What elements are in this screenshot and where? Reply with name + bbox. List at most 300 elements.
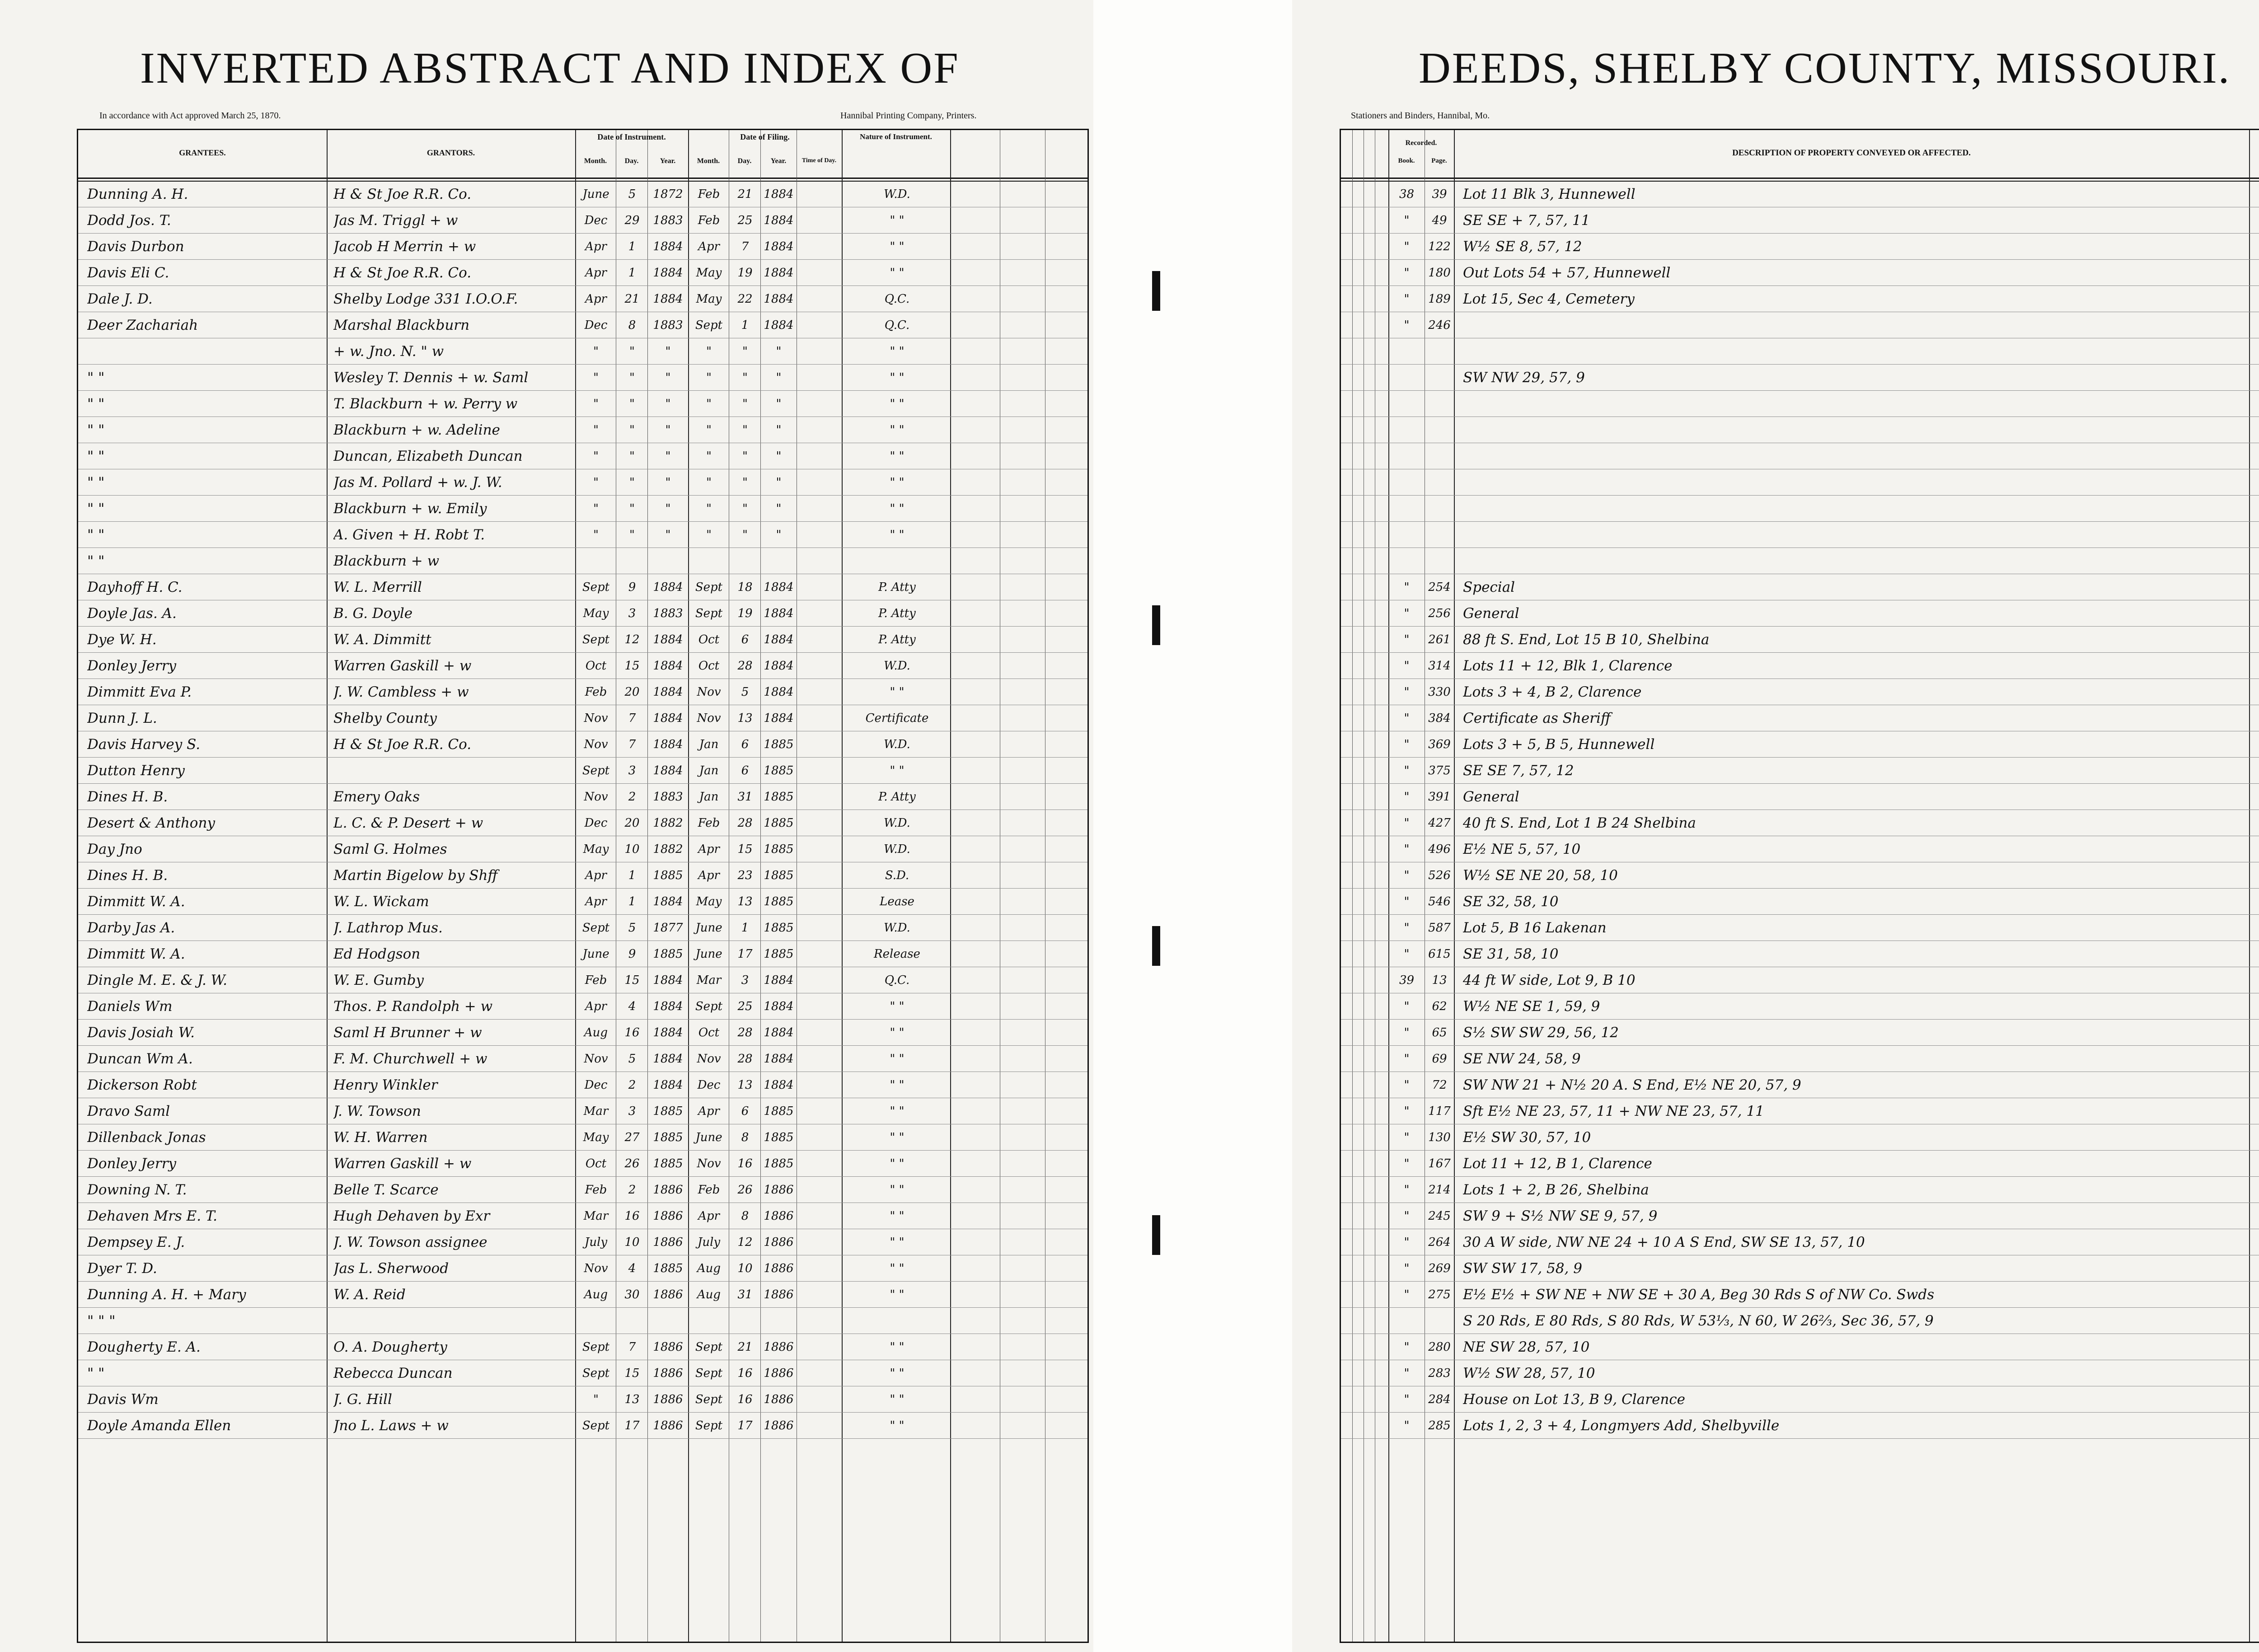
table-row bbox=[1341, 917, 2259, 939]
cell-iy: 1884 bbox=[653, 764, 683, 777]
cell-fm: Sept bbox=[695, 1419, 723, 1432]
cell-iy: 1886 bbox=[653, 1340, 683, 1354]
cell-im: Aug bbox=[584, 1026, 608, 1039]
cell-fy: 1884 bbox=[764, 607, 794, 620]
cell-grantee: Darby Jas A. bbox=[87, 920, 175, 936]
cell-grantee: Deer Zachariah bbox=[87, 317, 198, 333]
cell-grantor: J. G. Hill bbox=[333, 1391, 392, 1408]
cell-book: " bbox=[1404, 1419, 1410, 1432]
table-row bbox=[78, 1231, 1087, 1253]
cell-fm: Sept bbox=[695, 607, 723, 620]
cell-book: " bbox=[1404, 1131, 1410, 1144]
table-row bbox=[1341, 1389, 2259, 1410]
cell-fy: 1884 bbox=[764, 240, 794, 253]
cell-fd: 6 bbox=[741, 764, 749, 777]
cell-grantee: Doyle Amanda Ellen bbox=[87, 1418, 231, 1434]
cell-im: Sept bbox=[582, 1419, 610, 1432]
cell-page: 13 bbox=[1432, 973, 1447, 987]
cell-fy: 1884 bbox=[764, 659, 794, 673]
cell-page: 49 bbox=[1432, 214, 1447, 227]
cell-fm: Jan bbox=[699, 764, 719, 777]
cell-page: 375 bbox=[1428, 764, 1451, 777]
cell-iy: 1883 bbox=[653, 607, 683, 620]
table-row bbox=[1341, 760, 2259, 782]
cell-im: Feb bbox=[585, 1183, 607, 1197]
cell-nature: " " bbox=[890, 1419, 905, 1432]
cell-grantor: H & St Joe R.R. Co. bbox=[333, 265, 472, 281]
table-row bbox=[78, 1127, 1087, 1148]
cell-im: Apr bbox=[585, 292, 607, 306]
cell-grantor: Jas M. Triggl + w bbox=[333, 212, 458, 229]
cell-fd: 12 bbox=[737, 1235, 753, 1249]
cell-iy: 1882 bbox=[653, 842, 683, 856]
cell-grantor: H & St Joe R.R. Co. bbox=[333, 186, 472, 202]
cell-id: 15 bbox=[624, 973, 640, 987]
cell-grantor: Saml G. Holmes bbox=[333, 841, 447, 857]
cell-fy: " bbox=[776, 476, 782, 489]
cell-id: " bbox=[629, 345, 635, 358]
cell-iy: 1877 bbox=[653, 921, 683, 935]
cell-fy: 1886 bbox=[764, 1262, 794, 1275]
cell-grantor: Shelby County bbox=[333, 710, 437, 726]
cell-book: " bbox=[1404, 816, 1410, 830]
cell-desc: 30 A W side, NW NE 24 + 10 A S End, SW SE 13, 57, 10 bbox=[1463, 1234, 1865, 1250]
cell-fy: 1885 bbox=[764, 869, 794, 882]
cell-fy: 1885 bbox=[764, 947, 794, 961]
cell-desc: E½ E½ + SW NE + NW SE + 30 A, Beg 30 Rds S of NW Co. Swds bbox=[1463, 1287, 1935, 1303]
cell-im: " bbox=[593, 476, 599, 489]
table-row bbox=[78, 288, 1087, 310]
cell-iy: 1884 bbox=[653, 266, 683, 280]
table-row bbox=[78, 681, 1087, 703]
cell-im: Dec bbox=[584, 1078, 608, 1092]
cell-iy: 1885 bbox=[653, 1262, 683, 1275]
cell-book: " bbox=[1404, 869, 1410, 882]
cell-im: " bbox=[593, 528, 599, 542]
cell-iy: " bbox=[665, 476, 671, 489]
cell-grantee: Dunning A. H. + Mary bbox=[87, 1287, 246, 1303]
cell-fd: 13 bbox=[737, 1078, 753, 1092]
cell-grantor: Jno L. Laws + w bbox=[333, 1418, 449, 1434]
cell-desc: Lots 3 + 5, B 5, Hunnewell bbox=[1463, 736, 1655, 753]
cell-fd: 8 bbox=[741, 1131, 749, 1144]
cell-fm: June bbox=[695, 1131, 722, 1144]
table-row bbox=[1341, 419, 2259, 441]
table-row bbox=[78, 1074, 1087, 1096]
table-row bbox=[78, 917, 1087, 939]
cell-page: 526 bbox=[1428, 869, 1451, 882]
cell-nature: " " bbox=[890, 1183, 905, 1197]
cell-book: 39 bbox=[1399, 973, 1415, 987]
table-row bbox=[1341, 314, 2259, 336]
cell-grantee: Dines H. B. bbox=[87, 789, 168, 805]
cell-page: 427 bbox=[1428, 816, 1451, 830]
cell-im: Sept bbox=[582, 1367, 610, 1380]
cell-im: Apr bbox=[585, 895, 607, 908]
cell-fm: Feb bbox=[698, 1183, 720, 1197]
table-row bbox=[78, 419, 1087, 441]
cell-grantee: " " bbox=[87, 370, 105, 386]
cell-id: 5 bbox=[628, 1052, 636, 1066]
cell-book: 38 bbox=[1399, 187, 1415, 201]
cell-nature: " " bbox=[890, 1288, 905, 1301]
cell-desc: Special bbox=[1463, 579, 1515, 595]
cell-grantor: Emery Oaks bbox=[333, 789, 420, 805]
table-row bbox=[1341, 707, 2259, 729]
cell-book: " bbox=[1404, 633, 1410, 646]
cell-nature: P. Atty bbox=[878, 633, 916, 646]
filing-year-header: Year. bbox=[770, 157, 787, 165]
cell-desc: Lot 5, B 16 Lakenan bbox=[1463, 920, 1607, 936]
cell-nature: " " bbox=[890, 1262, 905, 1275]
cell-fm: Feb bbox=[698, 187, 720, 201]
cell-im: " bbox=[593, 371, 599, 384]
cell-page: 314 bbox=[1428, 659, 1451, 673]
cell-page: 283 bbox=[1428, 1367, 1451, 1380]
cell-im: May bbox=[583, 607, 609, 620]
cell-grantor: J. Lathrop Mus. bbox=[333, 920, 443, 936]
cell-iy: 1885 bbox=[653, 869, 683, 882]
cell-id: 20 bbox=[624, 816, 640, 830]
cell-fy: " bbox=[776, 423, 782, 437]
cell-id: 13 bbox=[624, 1393, 640, 1406]
date-of-filing-header: Date of Filing. bbox=[740, 132, 790, 141]
table-row bbox=[1341, 1336, 2259, 1358]
cell-fd: 25 bbox=[737, 1000, 753, 1013]
cell-desc: Lots 3 + 4, B 2, Clarence bbox=[1463, 684, 1642, 700]
cell-iy: 1884 bbox=[653, 633, 683, 646]
cell-nature: " " bbox=[890, 1393, 905, 1406]
cell-id: 30 bbox=[624, 1288, 640, 1301]
table-row bbox=[78, 393, 1087, 415]
table-row bbox=[78, 760, 1087, 782]
table-row bbox=[78, 891, 1087, 913]
table-row bbox=[78, 655, 1087, 677]
cell-id: 15 bbox=[624, 659, 640, 673]
cell-fm: June bbox=[695, 921, 722, 935]
cell-nature: " " bbox=[890, 1026, 905, 1039]
table-row bbox=[1341, 1100, 2259, 1122]
cell-grantor: J. W. Cambless + w bbox=[333, 684, 469, 700]
table-row bbox=[1341, 498, 2259, 519]
cell-desc: E½ NE 5, 57, 10 bbox=[1463, 841, 1581, 857]
cell-fd: " bbox=[742, 345, 748, 358]
year-header: Year. bbox=[660, 157, 676, 165]
table-row bbox=[1341, 1153, 2259, 1175]
cell-nature: Q.C. bbox=[884, 973, 910, 987]
cell-nature: Q.C. bbox=[884, 292, 910, 306]
cell-id: 21 bbox=[624, 292, 640, 306]
cell-grantee: Dines H. B. bbox=[87, 867, 168, 884]
cell-grantee: Dunning A. H. bbox=[87, 186, 188, 202]
cell-fy: 1884 bbox=[764, 711, 794, 725]
cell-fy: 1885 bbox=[764, 895, 794, 908]
cell-nature: P. Atty bbox=[878, 580, 916, 594]
cell-fm: Jan bbox=[699, 790, 719, 804]
grantee-grantor-table bbox=[77, 129, 1089, 1643]
cell-fm: May bbox=[696, 895, 722, 908]
table-row bbox=[1341, 655, 2259, 677]
cell-page: 117 bbox=[1428, 1104, 1451, 1118]
cell-id: " bbox=[629, 502, 635, 515]
cell-grantor: Hugh Dehaven by Exr bbox=[333, 1208, 490, 1224]
cell-desc: SW NW 21 + N½ 20 A. S End, E½ NE 20, 57, 9 bbox=[1463, 1077, 1801, 1093]
cell-id: " bbox=[629, 371, 635, 384]
cell-nature: " " bbox=[890, 214, 905, 227]
cell-nature: " " bbox=[890, 1209, 905, 1223]
table-row bbox=[78, 1022, 1087, 1044]
table-row bbox=[1341, 1362, 2259, 1384]
table-row bbox=[78, 996, 1087, 1017]
cell-iy: 1884 bbox=[653, 240, 683, 253]
cell-grantee: " " bbox=[87, 527, 105, 543]
cell-fd: " bbox=[742, 449, 748, 463]
cell-grantor: L. C. & P. Desert + w bbox=[333, 815, 483, 831]
cell-fy: " bbox=[776, 449, 782, 463]
cell-grantee: Day Jno bbox=[87, 841, 142, 857]
cell-iy: 1886 bbox=[653, 1209, 683, 1223]
cell-desc: Lot 11 Blk 3, Hunnewell bbox=[1463, 186, 1636, 202]
cell-iy: 1885 bbox=[653, 1157, 683, 1170]
time-of-day-header: Time of Day. bbox=[801, 157, 837, 164]
cell-nature: " " bbox=[890, 685, 905, 699]
cell-book: " bbox=[1404, 659, 1410, 673]
cell-fy: 1885 bbox=[764, 738, 794, 751]
table-row bbox=[1341, 838, 2259, 860]
cell-fy: " bbox=[776, 397, 782, 411]
cell-fy: " bbox=[776, 345, 782, 358]
binding-hole bbox=[1152, 926, 1160, 966]
table-row bbox=[78, 707, 1087, 729]
table-row bbox=[1341, 550, 2259, 572]
cell-id: 5 bbox=[628, 921, 636, 935]
table-row bbox=[78, 341, 1087, 362]
table-row bbox=[1341, 288, 2259, 310]
cell-page: 214 bbox=[1428, 1183, 1451, 1197]
table-row bbox=[78, 1048, 1087, 1070]
cell-fy: 1886 bbox=[764, 1340, 794, 1354]
cell-book: " bbox=[1404, 214, 1410, 227]
book-spine bbox=[1093, 0, 1292, 1652]
cell-page: 615 bbox=[1428, 947, 1451, 961]
cell-fd: 16 bbox=[737, 1157, 753, 1170]
table-row bbox=[1341, 969, 2259, 991]
cell-book: " bbox=[1404, 1209, 1410, 1223]
cell-fd: 28 bbox=[737, 659, 753, 673]
table-row bbox=[1341, 210, 2259, 231]
cell-im: Oct bbox=[585, 1157, 607, 1170]
grantees-header: GRANTEES. bbox=[179, 148, 226, 157]
table-row bbox=[1341, 891, 2259, 913]
cell-fd: 16 bbox=[737, 1393, 753, 1406]
table-row bbox=[1341, 236, 2259, 257]
cell-fy: 1884 bbox=[764, 1078, 794, 1092]
cell-id: 3 bbox=[628, 1104, 636, 1118]
cell-iy: 1886 bbox=[653, 1183, 683, 1197]
cell-nature: " " bbox=[890, 502, 905, 515]
cell-grantor: Warren Gaskill + w bbox=[333, 1156, 472, 1172]
table-row bbox=[78, 786, 1087, 808]
cell-id: 26 bbox=[624, 1157, 640, 1170]
property-description-table bbox=[1340, 129, 2259, 1643]
cell-grantee: " " bbox=[87, 501, 105, 517]
cell-fy: 1884 bbox=[764, 633, 794, 646]
cell-book: " bbox=[1404, 895, 1410, 908]
cell-iy: 1886 bbox=[653, 1393, 683, 1406]
cell-fm: Oct bbox=[698, 1026, 720, 1039]
cell-fy: 1885 bbox=[764, 764, 794, 777]
cell-book: " bbox=[1404, 1183, 1410, 1197]
table-row bbox=[78, 1310, 1087, 1332]
table-row bbox=[78, 1153, 1087, 1175]
cell-grantee: Donley Jerry bbox=[87, 658, 177, 674]
cell-page: 261 bbox=[1428, 633, 1451, 646]
table-row bbox=[1341, 183, 2259, 205]
cell-book: " bbox=[1404, 1340, 1410, 1354]
table-row bbox=[1341, 996, 2259, 1017]
cell-nature: " " bbox=[890, 371, 905, 384]
cell-book: " bbox=[1404, 921, 1410, 935]
table-row bbox=[78, 183, 1087, 205]
cell-fm: Feb bbox=[698, 816, 720, 830]
table-row bbox=[78, 1362, 1087, 1384]
cell-grantee: Dempsey E. J. bbox=[87, 1234, 185, 1250]
left-rows bbox=[78, 130, 1087, 1642]
cell-fy: 1884 bbox=[764, 1000, 794, 1013]
cell-desc: W½ SE NE 20, 58, 10 bbox=[1463, 867, 1618, 884]
cell-fd: 31 bbox=[737, 790, 753, 804]
cell-fd: 28 bbox=[737, 1026, 753, 1039]
cell-grantor: H & St Joe R.R. Co. bbox=[333, 736, 472, 753]
cell-im: " bbox=[593, 345, 599, 358]
cell-im: May bbox=[583, 842, 609, 856]
cell-fd: 6 bbox=[741, 738, 749, 751]
cell-fm: Oct bbox=[698, 633, 720, 646]
cell-id: 8 bbox=[628, 318, 636, 332]
cell-im: July bbox=[584, 1235, 608, 1249]
cell-desc: Certificate as Sheriff bbox=[1463, 710, 1611, 726]
binding-hole bbox=[1152, 271, 1160, 311]
cell-nature: " " bbox=[890, 1000, 905, 1013]
cell-fy: 1884 bbox=[764, 685, 794, 699]
cell-iy: 1884 bbox=[653, 292, 683, 306]
cell-book: " bbox=[1404, 685, 1410, 699]
cell-page: 62 bbox=[1432, 1000, 1447, 1013]
cell-fd: 26 bbox=[737, 1183, 753, 1197]
cell-fd: 23 bbox=[737, 869, 753, 882]
cell-grantor: + w. Jno. N. " w bbox=[333, 343, 444, 360]
cell-nature: " " bbox=[890, 240, 905, 253]
table-row bbox=[78, 1389, 1087, 1410]
cell-book: " bbox=[1404, 790, 1410, 804]
cell-grantor: Blackburn + w bbox=[333, 553, 440, 569]
cell-fd: " bbox=[742, 528, 748, 542]
cell-grantor: Jas M. Pollard + w. J. W. bbox=[333, 474, 502, 491]
cell-page: 122 bbox=[1428, 240, 1451, 253]
cell-grantor: Rebecca Duncan bbox=[333, 1365, 453, 1381]
cell-nature: W.D. bbox=[884, 816, 910, 830]
cell-iy: 1886 bbox=[653, 1367, 683, 1380]
cell-grantee: Dravo Saml bbox=[87, 1103, 170, 1119]
cell-fy: 1884 bbox=[764, 580, 794, 594]
cell-desc: E½ SW 30, 57, 10 bbox=[1463, 1129, 1591, 1146]
cell-id: 4 bbox=[628, 1000, 636, 1013]
cell-book: " bbox=[1404, 1026, 1410, 1039]
cell-page: 130 bbox=[1428, 1131, 1451, 1144]
cell-fm: May bbox=[696, 292, 722, 306]
cell-grantor: Martin Bigelow by Shff bbox=[333, 867, 498, 884]
cell-nature: " " bbox=[890, 1104, 905, 1118]
cell-nature: " " bbox=[890, 1157, 905, 1170]
cell-fy: 1885 bbox=[764, 921, 794, 935]
table-row bbox=[1341, 367, 2259, 388]
cell-fm: " bbox=[706, 423, 712, 437]
cell-book: " bbox=[1404, 1235, 1410, 1249]
cell-fm: Dec bbox=[697, 1078, 721, 1092]
cell-id: 7 bbox=[628, 1340, 636, 1354]
month-header: Month. bbox=[584, 157, 607, 165]
cell-fy: 1884 bbox=[764, 318, 794, 332]
cell-page: 254 bbox=[1428, 580, 1451, 594]
cell-desc: Lots 1 + 2, B 26, Shelbina bbox=[1463, 1182, 1649, 1198]
cell-grantee: Dayhoff H. C. bbox=[87, 579, 183, 595]
cell-iy: 1872 bbox=[653, 187, 683, 201]
table-row bbox=[78, 550, 1087, 572]
cell-fy: 1886 bbox=[764, 1183, 794, 1197]
table-row bbox=[78, 969, 1087, 991]
cell-fy: 1884 bbox=[764, 187, 794, 201]
binding-hole bbox=[1152, 1215, 1160, 1255]
cell-iy: " bbox=[665, 423, 671, 437]
cell-iy: 1883 bbox=[653, 214, 683, 227]
cell-id: " bbox=[629, 423, 635, 437]
table-row bbox=[78, 498, 1087, 519]
cell-grantee: Dillenback Jonas bbox=[87, 1129, 206, 1146]
cell-id: 7 bbox=[628, 738, 636, 751]
cell-fm: Mar bbox=[696, 973, 722, 987]
cell-grantee: Dyer T. D. bbox=[87, 1260, 157, 1277]
cell-fd: 7 bbox=[741, 240, 749, 253]
cell-iy: " bbox=[665, 502, 671, 515]
cell-fd: 19 bbox=[737, 607, 753, 620]
cell-fm: Apr bbox=[698, 1104, 720, 1118]
table-row bbox=[1341, 734, 2259, 755]
cell-fy: 1886 bbox=[764, 1367, 794, 1380]
cell-im: Feb bbox=[585, 685, 607, 699]
cell-book: " bbox=[1404, 607, 1410, 620]
cell-grantee: Davis Wm bbox=[87, 1391, 159, 1408]
cell-grantee: " " bbox=[87, 1365, 105, 1381]
cell-fy: 1884 bbox=[764, 1026, 794, 1039]
cell-fm: Aug bbox=[697, 1262, 721, 1275]
cell-grantor: Jas L. Sherwood bbox=[333, 1260, 449, 1277]
cell-fy: 1886 bbox=[764, 1419, 794, 1432]
cell-iy: 1883 bbox=[653, 318, 683, 332]
cell-desc: House on Lot 13, B 9, Clarence bbox=[1463, 1391, 1685, 1408]
table-row bbox=[1341, 1415, 2259, 1437]
cell-desc: SE 31, 58, 10 bbox=[1463, 946, 1559, 962]
table-row bbox=[1341, 812, 2259, 834]
cell-im: Sept bbox=[582, 1340, 610, 1354]
cell-im: Nov bbox=[584, 738, 608, 751]
right-page-title: DEEDS, SHELBY COUNTY, MISSOURI. bbox=[1419, 44, 2231, 93]
cell-grantor: W. L. Merrill bbox=[333, 579, 422, 595]
cell-fm: " bbox=[706, 345, 712, 358]
cell-id: 2 bbox=[628, 1183, 636, 1197]
cell-desc: S 20 Rds, E 80 Rds, S 80 Rds, W 53⅓, N 60, W 26⅔, Sec 36, 57, 9 bbox=[1463, 1313, 1934, 1329]
cell-iy: 1884 bbox=[653, 580, 683, 594]
table-row bbox=[78, 1179, 1087, 1201]
